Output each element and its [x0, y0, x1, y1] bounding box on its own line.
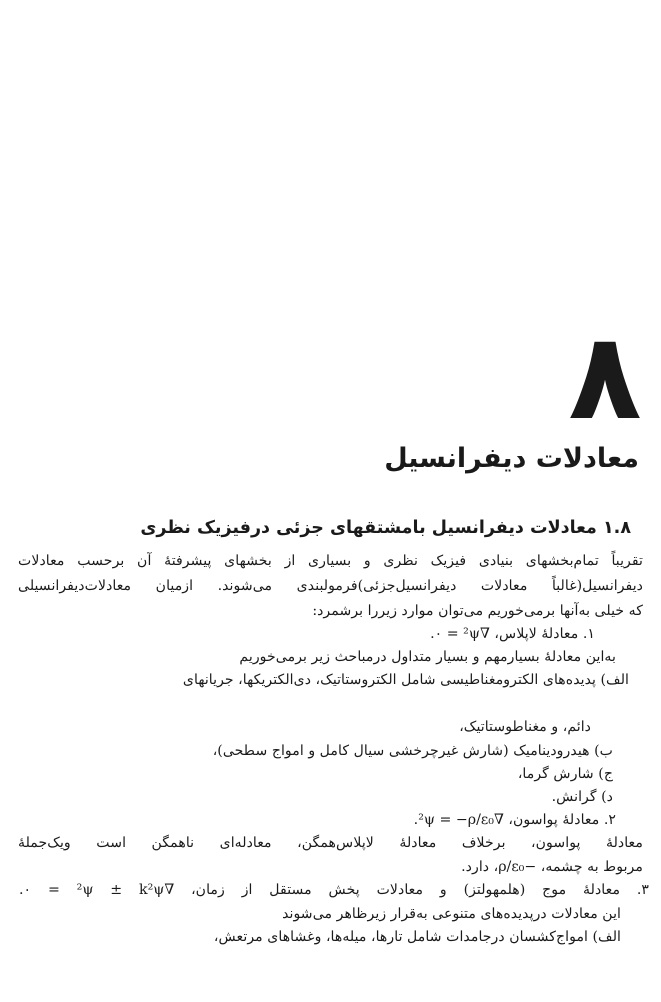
paragraph-line: به‌این معادلهٔ بسیارمهم و بسیار متداول درمباحث زیر برمی‌خوریم [239, 649, 616, 665]
chapter-number: ۸ [568, 308, 642, 447]
list-item-poisson: ۲. معادلهٔ پواسون، ∇²ψ = −ρ/ε₀. [413, 812, 616, 828]
sub-item-hydrodynamics: ب) هیدرودینامیک (شارش غیرچرخشی سیال کامل و امواج سطحی)، [212, 743, 613, 759]
sub-item-continuation: دائم، و مغناطوستاتیک، [459, 719, 591, 735]
paragraph-line: دیفرانسیل(غالباً معادلات دیفرانسیل‌جزئی)فرمولبندی می‌شوند. ازمیان معادلات‌دیفرانسیلی [18, 578, 643, 594]
sub-item-elastic-waves: الف) امواج‌کشسان درجامدات شامل تارها، میله‌ها، وغشاهای مرتعش، [213, 929, 621, 945]
paragraph-line: این معادلات درپدیده‌های متنوعی به‌قرار زیرظاهر می‌شوند [282, 906, 621, 922]
sub-item-electromagnetic: الف) پدیده‌های الکترومغناطیسی شامل الکتروستاتیک، دی‌الکتریکها، جریانهای [182, 672, 629, 688]
list-item-helmholtz: ۳. معادلهٔ موج (هلمهولتز) و معادلات پخش مستقل از زمان، ∇²ψ ± k²ψ = ٠. [19, 882, 649, 898]
paragraph-line: معادلهٔ پواسون، برخلاف معادلهٔ لاپلاس‌همگن، معادله‌ای ناهمگن است ویک‌جملهٔ [18, 835, 643, 851]
chapter-title: معادلات دیفرانسیل [384, 443, 639, 474]
sub-item-heat-flow: ج) شارش گرما، [517, 766, 613, 782]
section-heading: ۱.۸ معادلات دیفرانسیل بامشتقهای جزئی درفیزیک نظری [140, 518, 631, 538]
list-item-laplace: ۱. معادلهٔ لاپلاس، ∇²ψ = ٠. [430, 626, 595, 642]
sub-item-gravity: د) گرانش. [551, 789, 613, 805]
paragraph-line: که خیلی به‌آنها برمی‌خوریم می‌توان موارد زیررا برشمرد: [312, 603, 643, 619]
paragraph-line: مربوط به چشمه، −ρ/ε₀، دارد. [461, 859, 643, 875]
paragraph-line: تقریباً تمام‌بخشهای بنیادی فیزیک نظری و بسیاری از بخشهای پیشرفتهٔ آن برحسب معادلات [18, 553, 643, 569]
